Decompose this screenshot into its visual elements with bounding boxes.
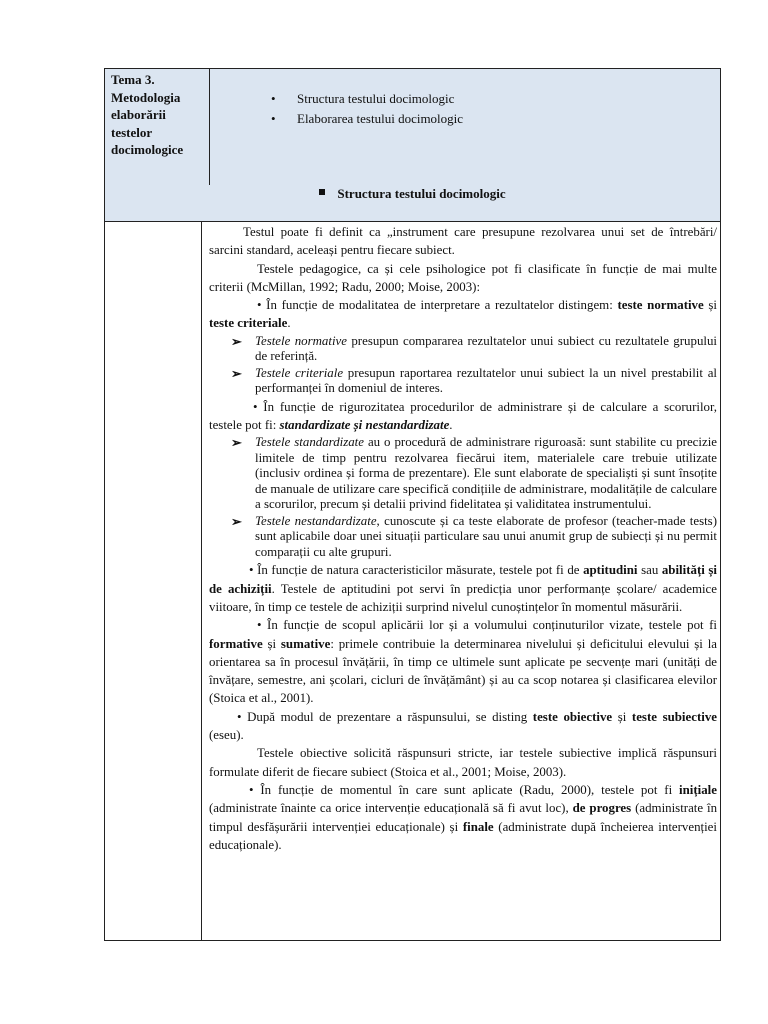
arrow-item: ➢ Testele normative presupun compararea rezultatelor unui subiect cu rezultatele grupului de referință. bbox=[231, 333, 717, 364]
content-row bbox=[104, 221, 721, 941]
arrow-bullet-icon: ➢ bbox=[231, 333, 242, 349]
topic-cell bbox=[105, 69, 210, 185]
header-row bbox=[104, 68, 721, 186]
empty-side-cell bbox=[105, 221, 202, 940]
section-row bbox=[104, 185, 721, 222]
content-body bbox=[209, 223, 717, 854]
section-title-text: Structura testului docimologic bbox=[337, 186, 506, 201]
arrow-item: ➢ Testele criteriale presupun raportarea rezultatelor unui subiect la un nivel prestabilit al performanței în domeniul de interes. bbox=[231, 365, 717, 396]
arrow-item: ➢ Testele standardizate au o procedură de administrare riguroasă: sunt stabilite cu precizie limitele de timp pentru rezolvarea fiecărui item, materialele care trebuie utilizate (inclusiv ordinea și forma de prezentare). Ele sunt elaborate de specialiști și sunt însoțite de manuale de utilizare care specifică condițiile de administrare, modalitățile de calculare a scorurilor, precum și detalii privind fidelitatea și validitatea instrumentului. bbox=[231, 435, 718, 512]
topic-line: Metodologia bbox=[111, 89, 181, 105]
arrow-item: ➢ Testele nestandardizate, cunoscute și ca teste elaborate de profesor (teacher-made tests) sunt aplicabile doar unei situații particulare sau unui anumit grup de subiecți și nu permit comparații cu alte grupuri. bbox=[231, 513, 717, 559]
paragraph: • În funcție de scopul aplicării lor și a volumului conținuturilor vizate, testele pot fi formative și sumative: primele contribuie la determinarea nivelului și deficitului elevului și la orientarea sa în procesul învățării, în timp ce ultimele sunt aplicate pe secvențe mari (unități de învățare, semestre, ani școlari, cicluri de învățământ) și au ca scop notarea și clasificarea elevilor (Stoica et al., 2001). bbox=[209, 618, 717, 706]
paragraph: Testele obiective solicită răspunsuri stricte, iar testele subiective implică răspunsuri formulate diferit de fiecare subiect (Stoica et al., 2001; Moise, 2003). bbox=[209, 746, 717, 779]
outline-item: • Structura testului docimologic bbox=[271, 89, 463, 109]
paragraph: • În funcție de natura caracteristicilor măsurate, testele pot fi de aptitudini sau abilități și de achiziții. Testele de aptitudini pot servi în predicția unor performanțe școlare/ academice viitoare, în timp ce testele de achiziții surprind nivelul cunoștințelor în momentul măsurării. bbox=[209, 563, 717, 614]
square-bullet-icon bbox=[319, 189, 325, 195]
arrow-bullet-icon: ➢ bbox=[231, 513, 242, 529]
arrow-bullet-icon: ➢ bbox=[231, 365, 242, 381]
paragraph: • După modul de prezentare a răspunsului, se disting teste obiective și teste subiective (eseu). bbox=[209, 709, 717, 743]
topic-title bbox=[111, 71, 205, 159]
topic-line: Tema 3. bbox=[111, 72, 155, 87]
topic-line: elaborării bbox=[111, 107, 166, 122]
section-title bbox=[105, 186, 720, 202]
topic-line: docimologice bbox=[111, 142, 184, 157]
topic-line: testelor bbox=[111, 124, 153, 140]
paragraph: Testul poate fi definit ca „instrument care presupune rezolvarea unui set de întrebări/ sarcini standard, aceleași pentru fiecare subiect. bbox=[209, 225, 717, 258]
paragraph: • În funcție de momentul în care sunt aplicate (Radu, 2000), testele pot fi inițiale (administrate înainte ca orice intervenție educațională să fi avut loc), de progres (administrate în timpul desfășurării intervenției educaționale) și finale (administrate după încheierea intervenției educaționale). bbox=[209, 782, 718, 852]
outline-item: • Elaborarea testului docimologic bbox=[271, 109, 463, 129]
topic-outline-list bbox=[271, 89, 463, 129]
arrow-bullet-icon: ➢ bbox=[231, 435, 242, 451]
paragraph: Testele pedagogice, ca și cele psihologice pot fi clasificate în funcție de mai multe criterii (McMillan, 1992; Radu, 2000; Moise, 2003): bbox=[209, 261, 717, 294]
topic-outline-cell bbox=[211, 69, 720, 185]
paragraph: • În funcție de modalitatea de interpretare a rezultatelor distingem: teste normative și teste criteriale. bbox=[209, 298, 718, 331]
paragraph: • În funcție de rigurozitatea procedurilor de administrare și de calculare a scorurilor, testele pot fi: standardizate și nestandardizate. bbox=[209, 399, 717, 433]
